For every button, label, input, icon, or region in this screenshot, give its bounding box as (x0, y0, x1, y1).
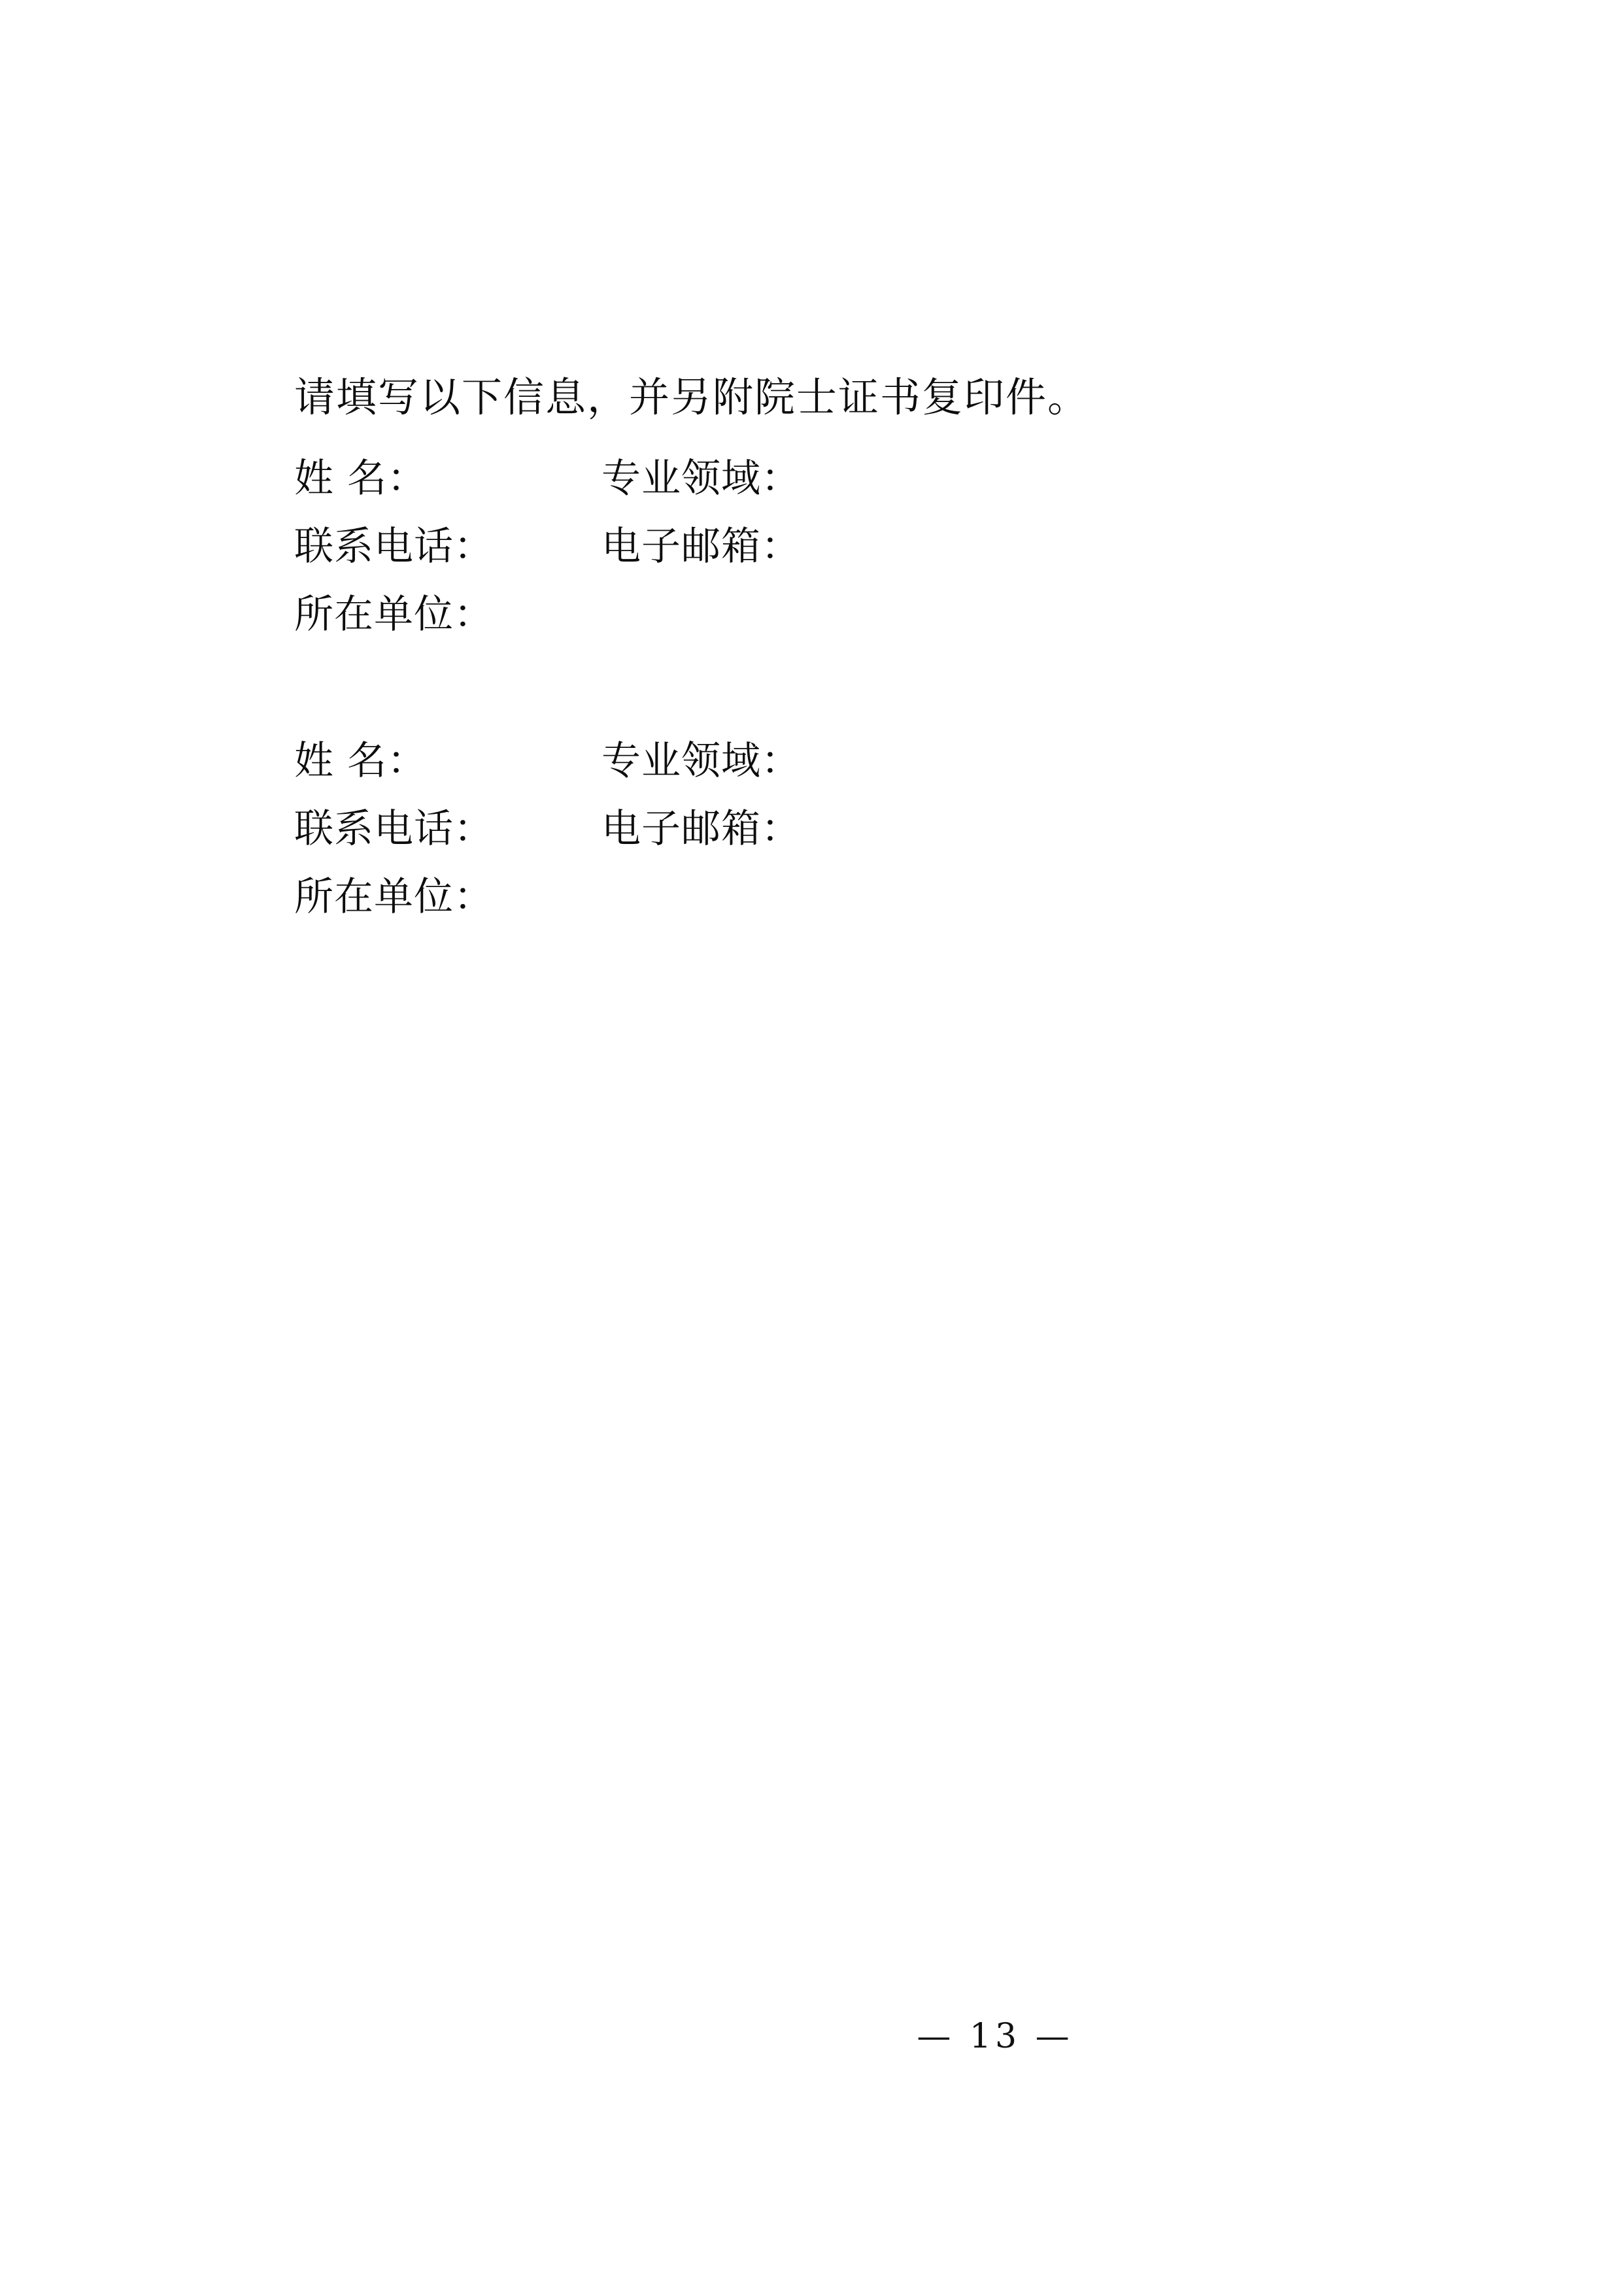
label-phone-1: 联系电话： (294, 524, 494, 570)
label-field-2: 专业领域： (601, 738, 801, 784)
label-email-1: 电子邮箱： (601, 524, 801, 570)
document-body (294, 366, 1353, 934)
field-row-name-1 (294, 447, 1353, 515)
label-organization-2: 所在单位： (294, 874, 494, 920)
field-row-phone-2 (294, 798, 1353, 866)
instruction-text: 请填写以下信息，并另附院士证书复印件。 (294, 373, 1090, 421)
person-entry-1 (294, 447, 1353, 651)
field-row-organization-2 (294, 866, 1353, 934)
entry-spacer (294, 651, 1353, 724)
field-row-organization-1 (294, 583, 1353, 651)
label-field-1: 专业领域： (601, 456, 801, 502)
label-name-1: 姓 名： (294, 456, 428, 502)
label-phone-2: 联系电话： (294, 806, 494, 852)
page-number: — 13 — (917, 2017, 1074, 2056)
person-entry-2 (294, 730, 1353, 934)
label-name-2: 姓 名： (294, 738, 428, 784)
label-organization-1: 所在单位： (294, 592, 494, 638)
label-email-2: 电子邮箱： (601, 806, 801, 852)
field-row-name-2 (294, 730, 1353, 798)
field-row-phone-1 (294, 515, 1353, 583)
page-footer (0, 2017, 1624, 2056)
